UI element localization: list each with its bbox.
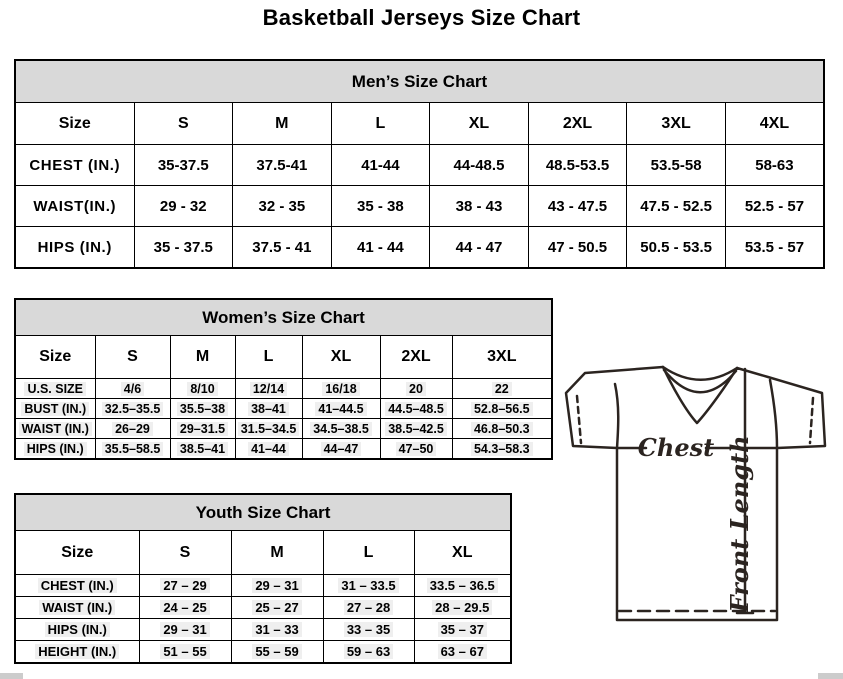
size-value-cell: 38–41 [235,399,302,419]
jersey-measurement-diagram [556,362,838,628]
row-label: BUST (IN.) [15,399,95,419]
collar-arc-outer [663,367,737,380]
size-value-cell: 20 [380,379,452,399]
column-header: 2XL [380,336,452,379]
front-length-label: Front Length [725,435,754,613]
size-value-cell: 12/14 [235,379,302,399]
size-value-cell: 52.8–56.5 [452,399,552,419]
size-value-cell: 28 – 29.5 [414,597,511,619]
size-value-cell: 22 [452,379,552,399]
youth-hips-row [15,619,511,641]
mens-chest-row [15,145,824,186]
size-value-cell: 58-63 [725,145,824,186]
size-value-cell: 29–31.5 [170,419,235,439]
size-value-cell: 43 - 47.5 [528,186,627,227]
size-value-cell: 38.5–42.5 [380,419,452,439]
size-value-cell: 8/10 [170,379,235,399]
size-value-cell: 29 – 31 [231,575,323,597]
cuff-dash-right [810,398,813,443]
armhole-seam-right [770,380,777,448]
size-value-cell: 37.5-41 [233,145,332,186]
size-value-cell: 51 – 55 [139,641,231,664]
size-value-cell: 31 – 33.5 [323,575,414,597]
mens-waist-row [15,186,824,227]
column-header: L [331,103,430,145]
column-header: 3XL [627,103,726,145]
size-header: Size [15,531,139,575]
size-value-cell: 53.5 - 57 [725,227,824,269]
row-label: CHEST (IN.) [15,145,134,186]
size-value-cell: 33.5 – 36.5 [414,575,511,597]
row-label: CHEST (IN.) [15,575,139,597]
size-value-cell: 27 – 29 [139,575,231,597]
size-value-cell: 50.5 - 53.5 [627,227,726,269]
size-header: Size [15,103,134,145]
size-value-cell: 4/6 [95,379,170,399]
size-value-cell: 41–44.5 [302,399,380,419]
womens-size-table [14,298,553,460]
youth-waist-row [15,597,511,619]
size-value-cell: 16/18 [302,379,380,399]
row-label: WAIST(IN.) [15,186,134,227]
womens-header-row [15,336,552,379]
column-header: S [95,336,170,379]
column-header: XL [414,531,511,575]
youth-size-table [14,493,512,664]
youth-table-title: Youth Size Chart [15,494,511,531]
size-value-cell: 31 – 33 [231,619,323,641]
size-value-cell: 59 – 63 [323,641,414,664]
page-title: Basketball Jerseys Size Chart [262,5,581,30]
scrollbar-fragment-right[interactable] [818,673,843,679]
size-value-cell: 27 – 28 [323,597,414,619]
armhole-seam-left [615,384,618,448]
row-label: HIPS (IN.) [15,619,139,641]
size-value-cell: 35.5–38 [170,399,235,419]
column-header: L [323,531,414,575]
size-value-cell: 53.5-58 [627,145,726,186]
size-value-cell: 29 – 31 [139,619,231,641]
row-label: WAIST (IN.) [15,419,95,439]
size-value-cell: 63 – 67 [414,641,511,664]
row-label: HIPS (IN.) [15,227,134,269]
mens-header-row [15,103,824,145]
size-value-cell: 44.5–48.5 [380,399,452,419]
womens-bust-row [15,399,552,419]
scrollbar-fragment-left[interactable] [0,673,23,679]
column-header: 3XL [452,336,552,379]
size-value-cell: 54.3–58.3 [452,439,552,460]
size-value-cell: 47 - 50.5 [528,227,627,269]
size-value-cell: 44–47 [302,439,380,460]
size-value-cell: 35 - 37.5 [134,227,233,269]
size-value-cell: 47.5 - 52.5 [627,186,726,227]
size-header: Size [15,336,95,379]
size-value-cell: 26–29 [95,419,170,439]
mens-size-table [14,59,825,269]
womens-waist-row [15,419,552,439]
column-header: M [233,103,332,145]
size-value-cell: 37.5 - 41 [233,227,332,269]
size-value-cell: 46.8–50.3 [452,419,552,439]
size-value-cell: 41–44 [235,439,302,460]
size-value-cell: 25 – 27 [231,597,323,619]
size-value-cell: 35.5–58.5 [95,439,170,460]
size-value-cell: 33 – 35 [323,619,414,641]
size-value-cell: 35-37.5 [134,145,233,186]
size-value-cell: 52.5 - 57 [725,186,824,227]
jersey-outline [566,367,825,620]
size-value-cell: 38.5–41 [170,439,235,460]
column-header: 4XL [725,103,824,145]
chest-label: Chest [637,433,715,462]
column-header: M [170,336,235,379]
column-header: XL [430,103,529,145]
size-value-cell: 55 – 59 [231,641,323,664]
size-value-cell: 34.5–38.5 [302,419,380,439]
size-value-cell: 47–50 [380,439,452,460]
column-header: 2XL [528,103,627,145]
size-value-cell: 35 - 38 [331,186,430,227]
column-header: S [134,103,233,145]
cuff-dash-left [577,396,581,443]
womens-table-title: Women’s Size Chart [15,299,552,336]
youth-height-row [15,641,511,664]
youth-chest-row [15,575,511,597]
row-label: HIPS (IN.) [15,439,95,460]
size-value-cell: 41 - 44 [331,227,430,269]
size-value-cell: 35 – 37 [414,619,511,641]
size-value-cell: 32 - 35 [233,186,332,227]
size-value-cell: 48.5-53.5 [528,145,627,186]
column-header: M [231,531,323,575]
size-value-cell: 38 - 43 [430,186,529,227]
row-label: HEIGHT (IN.) [15,641,139,664]
column-header: L [235,336,302,379]
size-value-cell: 32.5–35.5 [95,399,170,419]
size-value-cell: 31.5–34.5 [235,419,302,439]
size-value-cell: 44 - 47 [430,227,529,269]
youth-header-row [15,531,511,575]
mens-table-title: Men’s Size Chart [15,60,824,103]
jersey-diagram-svg [556,362,838,628]
row-label: U.S. SIZE [15,379,95,399]
size-value-cell: 29 - 32 [134,186,233,227]
mens-hips-row [15,227,824,269]
row-label: WAIST (IN.) [15,597,139,619]
womens-us-size-row [15,379,552,399]
column-header: S [139,531,231,575]
womens-hips-row [15,439,552,460]
column-header: XL [302,336,380,379]
size-value-cell: 24 – 25 [139,597,231,619]
size-value-cell: 44-48.5 [430,145,529,186]
size-value-cell: 41-44 [331,145,430,186]
